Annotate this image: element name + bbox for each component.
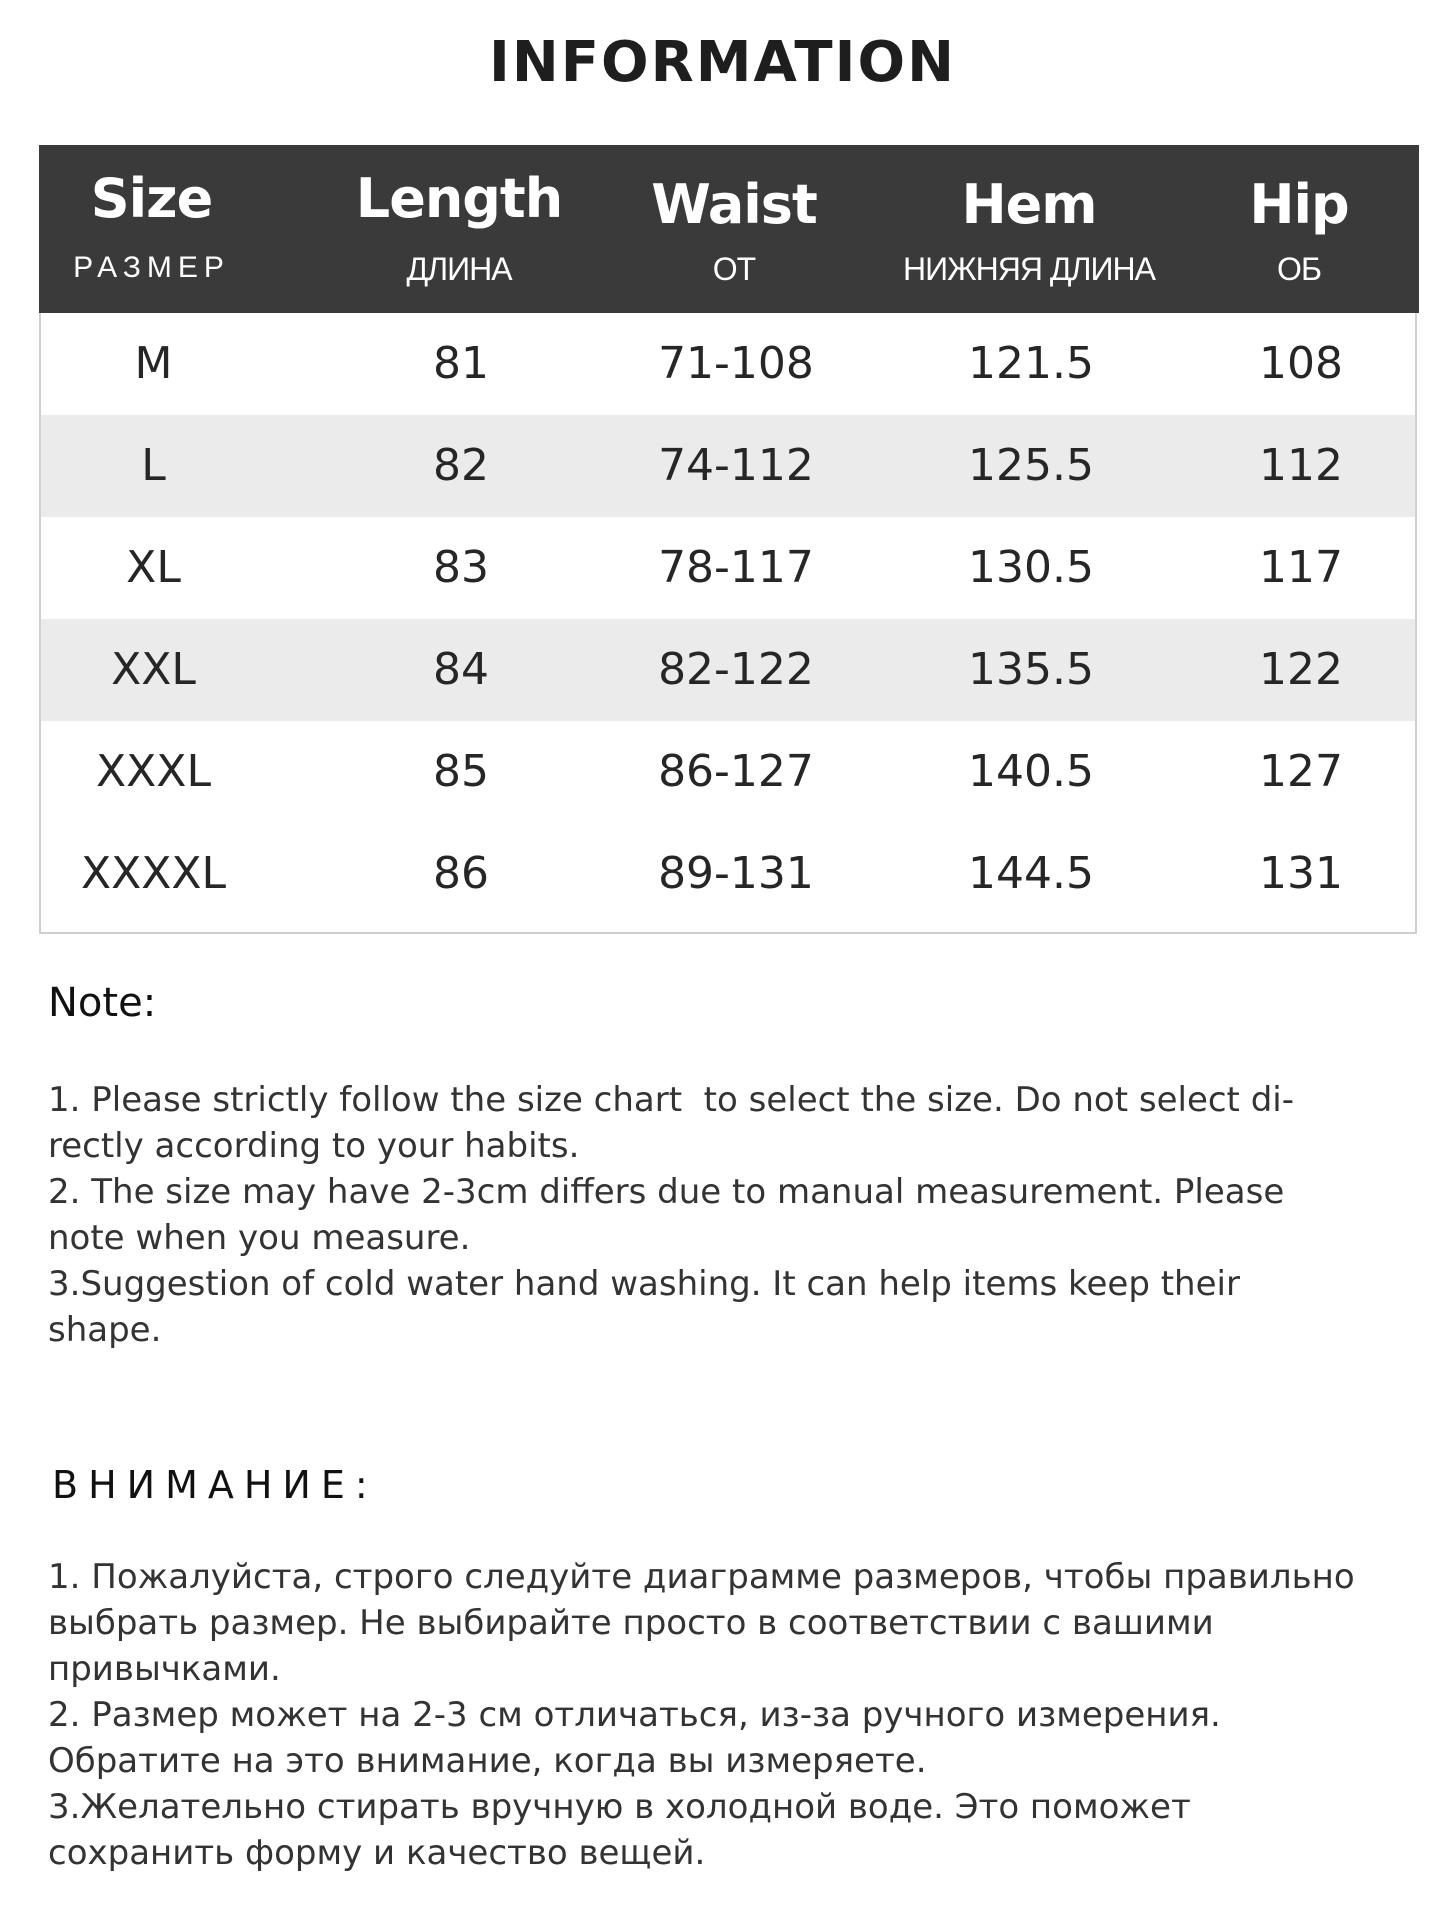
cell-waist: 86-127 [658, 746, 814, 797]
cell-hem: 121.5 [968, 338, 1094, 389]
note-line: shape. [48, 1310, 162, 1350]
cell-size: L [141, 440, 166, 491]
ru-note-line: сохранить форму и качество вещей. [48, 1833, 706, 1873]
cell-size: XL [126, 542, 181, 593]
cell-hip: 127 [1259, 746, 1343, 797]
note-line: 2. The size may have 2-3cm differs due to manual measurement. Please [48, 1172, 1285, 1212]
header-length-ru: ДЛИНА [406, 251, 512, 287]
header-waist-ru: ОТ [712, 251, 756, 287]
page-title: INFORMATION [489, 30, 956, 95]
table-row [41, 313, 1415, 415]
cell-hem: 125.5 [968, 440, 1094, 491]
header-size-en: Size [90, 167, 213, 230]
table-row [41, 619, 1415, 721]
cell-length: 85 [433, 746, 489, 797]
cell-size: XXXXL [80, 848, 227, 899]
table-row [41, 823, 1415, 925]
header-hem-ru: НИЖНЯЯ ДЛИНА [903, 251, 1155, 287]
cell-length: 83 [433, 542, 489, 593]
cell-hem: 130.5 [968, 542, 1094, 593]
cell-waist: 89-131 [658, 848, 814, 899]
cell-length: 84 [433, 644, 489, 695]
cell-hip: 108 [1259, 338, 1343, 389]
cell-hip: 117 [1259, 542, 1343, 593]
cell-hem: 144.5 [968, 848, 1094, 899]
cell-length: 86 [433, 848, 489, 899]
cell-waist: 78-117 [658, 542, 814, 593]
note-line: note when you measure. [48, 1218, 471, 1258]
cell-waist: 82-122 [658, 644, 814, 695]
ru-note-body [48, 1554, 1408, 1876]
ru-note-line: 3.Желательно стирать вручную в холодной воде. Это поможет [48, 1787, 1191, 1827]
header-waist-en: Waist [651, 173, 817, 236]
ru-note-line: 2. Размер может на 2-3 см отличаться, из-за ручного измерения. [48, 1695, 1221, 1735]
header-length [344, 145, 574, 313]
cell-hip: 122 [1259, 644, 1343, 695]
header-hip-ru: ОБ [1277, 251, 1321, 287]
ru-note-line: привычками. [48, 1649, 281, 1689]
ru-note-line: выбрать размер. Не выбирайте просто в соответствии с вашими [48, 1603, 1214, 1643]
header-hip-en: Hip [1249, 173, 1349, 236]
cell-length: 81 [433, 338, 489, 389]
ru-note-title: ВНИМАНИЕ: [52, 1463, 378, 1507]
cell-size: XXXL [96, 746, 211, 797]
cell-hip: 112 [1259, 440, 1343, 491]
header-size [39, 145, 264, 313]
header-length-en: Length [355, 167, 563, 230]
cell-waist: 71-108 [658, 338, 814, 389]
size-table [39, 145, 1417, 934]
note-title: Note: [48, 980, 157, 1026]
header-waist [619, 145, 849, 313]
table-row [41, 721, 1415, 823]
cell-hem: 140.5 [968, 746, 1094, 797]
table-header [39, 145, 1419, 313]
note-body [48, 1077, 1388, 1353]
cell-waist: 74-112 [658, 440, 814, 491]
note-line: rectly according to your habits. [48, 1126, 580, 1166]
cell-hem: 135.5 [968, 644, 1094, 695]
ru-note-line: 1. Пожалуйста, строго следуйте диаграмме размеров, чтобы правильно [48, 1557, 1355, 1597]
note-line: 1. Please strictly follow the size chart to select the size. Do not select di- [48, 1080, 1294, 1120]
header-hem-en: Hem [961, 173, 1097, 236]
cell-size: M [134, 338, 173, 389]
note-line: 3.Suggestion of cold water hand washing. It can help items keep their [48, 1264, 1240, 1304]
ru-note-line: Обратите на это внимание, когда вы измеряете. [48, 1741, 927, 1781]
header-hem [879, 145, 1179, 313]
cell-length: 82 [433, 440, 489, 491]
cell-size: XXL [111, 644, 196, 695]
header-size-ru: РАЗМЕР [73, 251, 230, 284]
table-row [41, 517, 1415, 619]
table-row [41, 415, 1415, 517]
cell-hip: 131 [1259, 848, 1343, 899]
header-hip [1184, 145, 1414, 313]
